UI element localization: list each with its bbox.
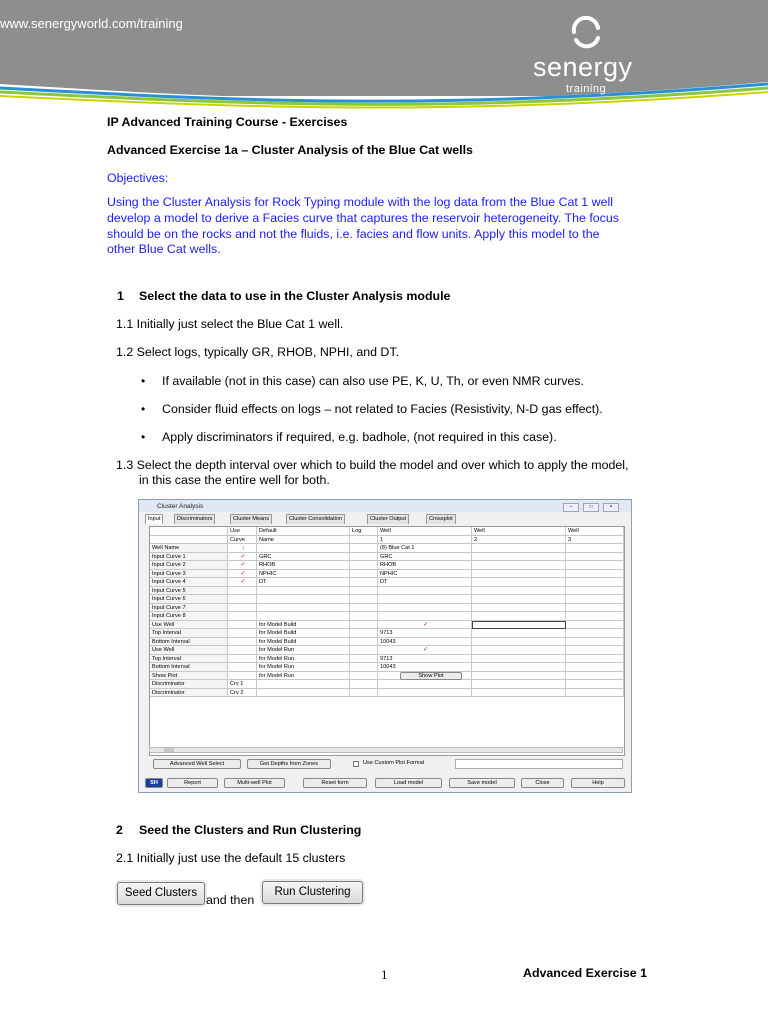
grid-cell-log[interactable]: [350, 663, 378, 672]
grid-cell-log[interactable]: [350, 595, 378, 604]
grid-cell-log[interactable]: [350, 604, 378, 613]
grid-header-well-number[interactable]: 1: [378, 536, 472, 545]
grid-cell-log[interactable]: [350, 621, 378, 630]
grid-header-log[interactable]: Log: [350, 527, 378, 536]
grid-cell-default[interactable]: DT: [257, 578, 350, 587]
grid-cell-use[interactable]: [228, 655, 257, 664]
grid-cell-use[interactable]: ↓: [228, 544, 257, 553]
grid-cell-log[interactable]: [350, 587, 378, 596]
grid-header-well[interactable]: Well: [472, 527, 566, 536]
reset-form-button[interactable]: Reset form: [303, 778, 367, 788]
grid-cell-well2[interactable]: [472, 578, 566, 587]
grid-cell-log[interactable]: [350, 680, 378, 689]
grid-cell-use[interactable]: ✓: [228, 578, 257, 587]
grid-header-curve[interactable]: Curve: [228, 536, 257, 545]
help-button[interactable]: Help: [571, 778, 625, 788]
step-1-1: 1.1 Initially just select the Blue Cat 1 well.: [116, 317, 344, 331]
grid-row-label[interactable]: Input Curve 8: [150, 612, 228, 621]
logo-subtitle: training: [566, 83, 607, 95]
minimize-icon[interactable]: –: [563, 503, 579, 512]
grid-cell-well3[interactable]: [566, 544, 624, 553]
grid-cell-use[interactable]: [228, 612, 257, 621]
grid-cell-well1[interactable]: GRC: [378, 553, 472, 562]
grid-header-use[interactable]: Use: [228, 527, 257, 536]
grid-cell-default[interactable]: [257, 587, 350, 596]
grid-cell-log[interactable]: [350, 570, 378, 579]
step-1-2: 1.2 Select logs, typically GR, RHOB, NPHI, and DT.: [116, 345, 400, 359]
grid-cell-well2[interactable]: [472, 646, 566, 655]
grid-cell-well1[interactable]: ✓: [378, 621, 472, 630]
section2-title: Seed the Clusters and Run Clustering: [139, 823, 362, 837]
bullet-item: Apply discriminators if required, e.g. badhole, (not required in this case).: [162, 430, 557, 444]
grid-cell-well3[interactable]: [566, 578, 624, 587]
seed-clusters-button[interactable]: Seed Clusters: [117, 882, 205, 905]
grid-cell-use[interactable]: Crv 1: [228, 680, 257, 689]
grid-row-label[interactable]: Input Curve 7: [150, 604, 228, 613]
tab-crossplot[interactable]: Crossplot: [426, 514, 456, 524]
objectives-line: other Blue Cat wells.: [107, 242, 221, 256]
grid-header-blank[interactable]: [150, 527, 228, 536]
input-grid: [149, 526, 625, 756]
tab-discriminators[interactable]: Discriminators: [174, 514, 215, 524]
grid-row-label[interactable]: Top Interval: [150, 629, 228, 638]
grid-cell-default[interactable]: [257, 680, 350, 689]
grid-cell-log[interactable]: [350, 629, 378, 638]
grid-row-label[interactable]: Top Interval: [150, 655, 228, 664]
report-button[interactable]: Report: [167, 778, 218, 788]
page-number: 1: [381, 967, 388, 982]
grid-row-label[interactable]: Input Curve 1: [150, 553, 228, 562]
grid-cell-well2[interactable]: [472, 638, 566, 647]
grid-cell-well2[interactable]: [472, 663, 566, 672]
grid-row-label[interactable]: Use Well: [150, 621, 228, 630]
grid-cell-well3[interactable]: [566, 621, 624, 630]
grid-cell-well1[interactable]: NPHIC: [378, 570, 472, 579]
custom-plot-label: Use Custom Plot Format: [363, 760, 425, 766]
dialog-title: Cluster Analysis: [157, 503, 204, 510]
grid-cell-use[interactable]: [228, 604, 257, 613]
tab-cluster-output[interactable]: Cluster Output: [367, 514, 409, 524]
help-icon[interactable]: SH: [145, 778, 163, 788]
grid-cell-log[interactable]: [350, 553, 378, 562]
custom-plot-checkbox[interactable]: [353, 761, 359, 767]
grid-cell-log[interactable]: [350, 689, 378, 698]
senergy-logo-icon: [566, 14, 606, 54]
grid-cell-well1[interactable]: 10043: [378, 638, 472, 647]
grid-row-label[interactable]: Input Curve 4: [150, 578, 228, 587]
grid-cell-default[interactable]: for Model Build: [257, 621, 350, 630]
grid-cell-well2[interactable]: [472, 621, 566, 630]
grid-row-label[interactable]: Input Curve 5: [150, 587, 228, 596]
grid-cell-use[interactable]: [228, 621, 257, 630]
grid-cell-well3[interactable]: [566, 570, 624, 579]
grid-cell-default[interactable]: [257, 604, 350, 613]
grid-header-blank[interactable]: [150, 536, 228, 545]
grid-cell-default[interactable]: for Model Run: [257, 663, 350, 672]
grid-cell-well1[interactable]: [378, 604, 472, 613]
show-plot-button[interactable]: Show Plot: [400, 672, 462, 680]
cluster-analysis-dialog: [138, 499, 632, 793]
grid-cell-use[interactable]: Crv 2: [228, 689, 257, 698]
multi-well-plot-button[interactable]: Multi-well Plot: [224, 778, 285, 788]
tab-input[interactable]: Input: [145, 514, 163, 524]
grid-row-label[interactable]: Well Name: [150, 544, 228, 553]
grid-cell-use[interactable]: [228, 663, 257, 672]
dialog-titlebar: [139, 500, 631, 512]
grid-cell-well1[interactable]: [378, 587, 472, 596]
grid-row-label[interactable]: Bottom Interval: [150, 663, 228, 672]
bullet-item: Consider fluid effects on logs – not related to Facies (Resistivity, N-D gas effect).: [162, 402, 603, 416]
logo-wordmark: senergy: [533, 52, 633, 82]
grid-row-label[interactable]: Show Plot: [150, 672, 228, 681]
grid-cell-well2[interactable]: [472, 544, 566, 553]
load-model-button[interactable]: Load model: [375, 778, 442, 788]
grid-cell-well3[interactable]: [566, 689, 624, 698]
section1-title: Select the data to use in the Cluster Analysis module: [139, 289, 451, 303]
step-2-1: 2.1 Initially just use the default 15 clusters: [116, 851, 346, 865]
grid-cell-well2[interactable]: [472, 553, 566, 562]
grid-cell-well3[interactable]: [566, 680, 624, 689]
scrollbar-thumb[interactable]: [164, 748, 174, 752]
grid-cell-well2[interactable]: [472, 629, 566, 638]
grid-row-label[interactable]: Input Curve 6: [150, 595, 228, 604]
grid-cell-use[interactable]: [228, 595, 257, 604]
grid-cell-well3[interactable]: [566, 638, 624, 647]
grid-cell-use[interactable]: [228, 646, 257, 655]
grid-cell-well1[interactable]: (8) Blue Cat 1: [378, 544, 472, 553]
grid-cell-well1[interactable]: [378, 612, 472, 621]
grid-cell-default[interactable]: [257, 595, 350, 604]
grid-cell-well2[interactable]: [472, 612, 566, 621]
get-depths-from-zones-button[interactable]: Get Depths from Zones: [247, 759, 331, 769]
run-clustering-button[interactable]: Run Clustering: [262, 881, 363, 904]
grid-cell-default[interactable]: for Model Run: [257, 655, 350, 664]
grid-cell-use[interactable]: ✓: [228, 561, 257, 570]
grid-cell-log[interactable]: [350, 655, 378, 664]
grid-row-label[interactable]: Use Well: [150, 646, 228, 655]
grid-cell-log[interactable]: [350, 646, 378, 655]
tab-cluster-consolidation[interactable]: Cluster Consolidation: [286, 514, 345, 524]
grid-cell-default[interactable]: RHOB: [257, 561, 350, 570]
grid-cell-log[interactable]: [350, 578, 378, 587]
grid-header-blank[interactable]: [350, 536, 378, 545]
grid-header-name[interactable]: Name: [257, 536, 350, 545]
bullet-item: If available (not in this case) can also use PE, K, U, Th, or even NMR curves.: [162, 374, 584, 388]
grid-cell-default[interactable]: for Model Build: [257, 629, 350, 638]
section1-number: 1: [117, 289, 124, 303]
grid-cell-log[interactable]: [350, 561, 378, 570]
bullet-dot: •: [141, 430, 146, 444]
grid-header-well-number[interactable]: 2: [472, 536, 566, 545]
objectives-line: develop a model to derive a Facies curve that captures the reservoir heterogeneity. The focus: [107, 211, 619, 225]
grid-cell-well2[interactable]: [472, 570, 566, 579]
close-button[interactable]: Close: [521, 778, 564, 788]
grid-row-label[interactable]: Discriminator: [150, 680, 228, 689]
grid-cell-well3[interactable]: [566, 595, 624, 604]
grid-cell-well1[interactable]: ✓: [378, 646, 472, 655]
grid-cell-use[interactable]: [228, 629, 257, 638]
grid-cell-default[interactable]: GRC: [257, 553, 350, 562]
objectives-line: should be on the rocks and not the fluids, i.e. facies and flow units. Apply this model to the: [107, 227, 600, 241]
grid-cell-well3[interactable]: [566, 604, 624, 613]
objectives-line: Using the Cluster Analysis for Rock Typing module with the log data from the Blue Cat 1 well: [107, 195, 613, 209]
bullet-dot: •: [141, 374, 146, 388]
grid-cell-well2[interactable]: [472, 680, 566, 689]
grid-row-label[interactable]: Discriminator: [150, 689, 228, 698]
grid-cell-well2[interactable]: [472, 595, 566, 604]
grid-cell-default[interactable]: [257, 544, 350, 553]
grid-cell-well2[interactable]: [472, 672, 566, 681]
grid-cell-default[interactable]: [257, 689, 350, 698]
grid-cell-default[interactable]: for Model Build: [257, 638, 350, 647]
website-url[interactable]: www.senergyworld.com/training: [0, 16, 183, 31]
grid-cell-well1[interactable]: 10043: [378, 663, 472, 672]
grid-cell-use[interactable]: ✓: [228, 553, 257, 562]
grid-cell-well2[interactable]: [472, 604, 566, 613]
course-title: IP Advanced Training Course - Exercises: [107, 115, 348, 129]
grid-cell-well3[interactable]: [566, 587, 624, 596]
grid-row-label[interactable]: Bottom Interval: [150, 638, 228, 647]
grid-cell-use[interactable]: [228, 587, 257, 596]
grid-cell-use[interactable]: ✓: [228, 570, 257, 579]
grid-cell-well1[interactable]: DT: [378, 578, 472, 587]
exercise-title: Advanced Exercise 1a – Cluster Analysis of the Blue Cat wells: [107, 143, 473, 157]
bullet-dot: •: [141, 402, 146, 416]
grid-cell-well3[interactable]: [566, 646, 624, 655]
horizontal-scrollbar[interactable]: [149, 747, 623, 753]
grid-cell-well3[interactable]: [566, 553, 624, 562]
close-icon[interactable]: ×: [603, 503, 619, 512]
grid-cell-log[interactable]: [350, 544, 378, 553]
grid-cell-use[interactable]: [228, 672, 257, 681]
grid-cell-well1[interactable]: [378, 680, 472, 689]
grid-cell-well1[interactable]: 9713: [378, 629, 472, 638]
grid-cell-well3[interactable]: [566, 612, 624, 621]
and-then-text: and then: [206, 893, 255, 907]
grid-cell-well1[interactable]: RHOB: [378, 561, 472, 570]
step-1-3: 1.3 Select the depth interval over which to build the model and over which to apply the model,: [116, 458, 629, 472]
section2-number: 2: [116, 823, 123, 837]
grid-cell-well1[interactable]: [378, 689, 472, 698]
grid-header-well[interactable]: Well: [566, 527, 624, 536]
grid-cell-well3[interactable]: [566, 561, 624, 570]
grid-cell-well1[interactable]: 9713: [378, 655, 472, 664]
tab-cluster-means[interactable]: Cluster Means: [230, 514, 272, 524]
grid-row-label[interactable]: Input Curve 3: [150, 570, 228, 579]
save-model-button[interactable]: Save model: [449, 778, 515, 788]
grid-cell-default[interactable]: [257, 612, 350, 621]
grid-cell-default[interactable]: for Model Run: [257, 672, 350, 681]
grid-cell-default[interactable]: NPHIC: [257, 570, 350, 579]
grid-header-well-number[interactable]: 3: [566, 536, 624, 545]
grid-cell-use[interactable]: [228, 638, 257, 647]
grid-header-default[interactable]: Default: [257, 527, 350, 536]
footer-label: Advanced Exercise 1: [523, 966, 647, 980]
grid-cell-well1[interactable]: [378, 595, 472, 604]
grid-cell-well2[interactable]: [472, 655, 566, 664]
advanced-well-select-button[interactable]: Advanced Well Select: [153, 759, 241, 769]
grid-cell-well3[interactable]: [566, 663, 624, 672]
step-1-3-cont: in this case the entire well for both.: [139, 473, 330, 487]
grid-cell-well2[interactable]: [472, 587, 566, 596]
grid-header-well[interactable]: Well: [378, 527, 472, 536]
grid-cell-well3[interactable]: [566, 655, 624, 664]
grid-cell-default[interactable]: for Model Run: [257, 646, 350, 655]
grid-cell-log[interactable]: [350, 638, 378, 647]
grid-row-label[interactable]: Input Curve 2: [150, 561, 228, 570]
grid-cell-well2[interactable]: [472, 561, 566, 570]
objectives-label: Objectives:: [107, 171, 169, 185]
grid-cell-log[interactable]: [350, 672, 378, 681]
maximize-icon[interactable]: □: [583, 503, 599, 512]
grid-cell-well2[interactable]: [472, 689, 566, 698]
custom-plot-format-field[interactable]: [455, 759, 623, 769]
grid-cell-well3[interactable]: [566, 672, 624, 681]
grid-cell-log[interactable]: [350, 612, 378, 621]
grid-cell-well3[interactable]: [566, 629, 624, 638]
